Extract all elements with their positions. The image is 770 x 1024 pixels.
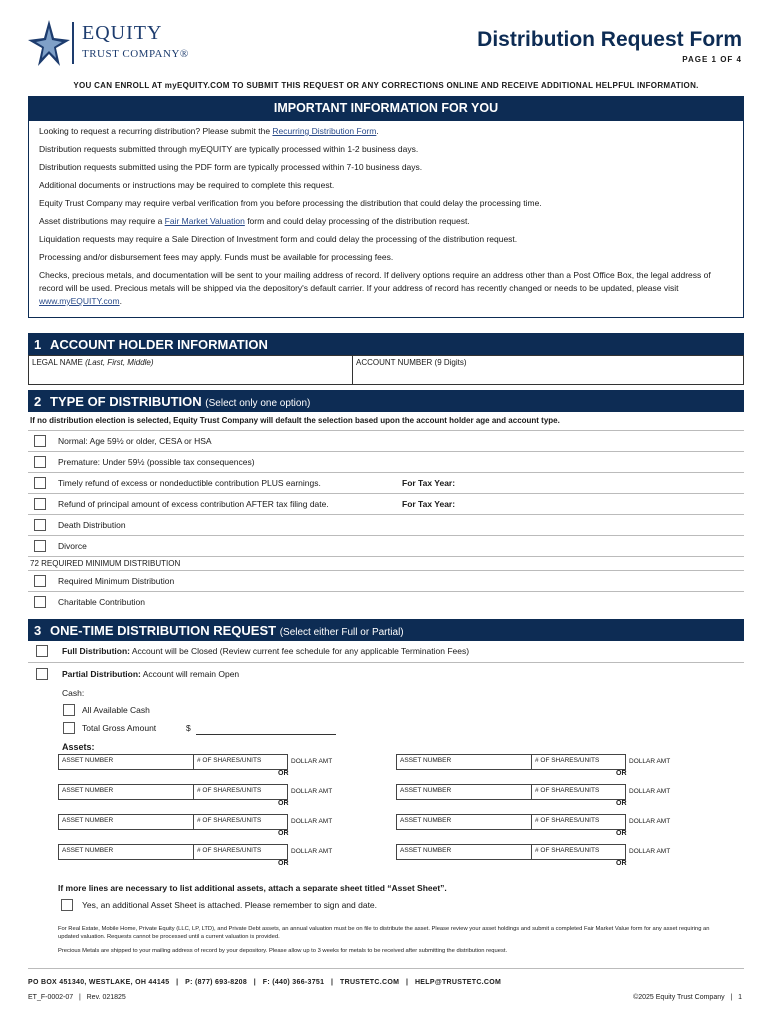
asset-row [396,814,736,844]
asset-number-field[interactable]: ASSET NUMBER [396,784,532,800]
section-number: 3 [34,623,42,638]
asset-number-field[interactable]: ASSET NUMBER [58,784,194,800]
important-info-title: IMPORTANT INFORMATION FOR YOU [273,101,499,115]
enroll-note: YOU CAN ENROLL AT myEQUITY.COM TO SUBMIT THIS REQUEST OR ANY CORRECTIONS ONLINE AND RECEIVE ADDITIONAL HELPFUL INFORMATION. [73,81,699,90]
or-label: OR [278,800,289,807]
logo [26,18,206,68]
assets-label: Assets: [62,742,95,752]
tax-year-label: For Tax Year: [402,478,456,488]
dollar-sign: $ [186,723,191,733]
section-number: 2 [34,394,42,409]
legal-name-field[interactable]: LEGAL NAME (Last, First, Middle) [28,355,352,385]
asset-number-field[interactable]: ASSET NUMBER [396,754,532,770]
or-label: OR [278,770,289,777]
tax-year-label: For Tax Year: [402,499,456,509]
option-death[interactable]: Death Distribution [28,515,744,536]
section-title: ACCOUNT HOLDER INFORMATION [50,337,268,352]
metals-fine-print: Precious Metals are shipped to your mailing address of record by your depository. Please allow up to 3 weeks for metals to be received after submitting the distribution request. [58,948,508,954]
gross-amount-label: Total Gross Amount [82,723,157,733]
dollar-amount-field[interactable]: DOLLAR AMT [291,848,333,855]
asset-row [58,784,398,814]
info-mailing: Checks, precious metals, and documentation will be sent to your mailing address of record. If delivery options require an address other than a Post Office Box, the legal address of record will be used. Precious metals will be shipped via the depository's default carrier. If your address of record has recently changed or needs to be updated, please visit www.myEQUITY.com. [39,270,711,306]
important-info-box [28,120,744,318]
or-label: OR [278,860,289,867]
dollar-amount-field[interactable]: DOLLAR AMT [291,788,333,795]
dollar-amount-field[interactable]: DOLLAR AMT [291,758,333,765]
checkbox[interactable] [34,477,46,489]
option-normal[interactable]: Normal: Age 59½ or older, CESA or HSA [28,431,744,452]
asset-row [396,754,736,784]
or-label: OR [278,830,289,837]
or-label: OR [616,800,627,807]
asset-number-field[interactable]: ASSET NUMBER [58,814,194,830]
shares-units-field[interactable]: # OF SHARES/UNITS [532,784,626,800]
asset-row [396,784,736,814]
checkbox[interactable] [36,645,48,657]
option-rmd[interactable]: Required Minimum Distribution [28,571,744,592]
option-charitable[interactable]: Charitable Contribution [28,592,744,613]
dollar-amount-field[interactable]: DOLLAR AMT [291,818,333,825]
shares-units-field[interactable]: # OF SHARES/UNITS [532,814,626,830]
all-cash-checkbox[interactable] [63,704,75,716]
info-fees: Processing and/or disbursement fees may apply. Funds must be available for processing fees. [39,252,394,262]
all-cash-label: All Available Cash [82,705,150,715]
or-label: OR [616,770,627,777]
logo-wordmark: EQUITY [82,22,163,44]
fair-market-valuation-link[interactable]: Fair Market Valuation [164,216,245,226]
section-3-header [28,619,744,641]
footer-copyright: ©2025 Equity Trust Company | 1 [633,994,742,1001]
recurring-distribution-link[interactable]: Recurring Distribution Form [272,126,377,136]
asset-number-field[interactable]: ASSET NUMBER [58,844,194,860]
asset-row [58,754,398,784]
info-liquidation: Liquidation requests may require a Sale Direction of Investment form and could delay the processing of the distribution request. [39,234,518,244]
asset-row [58,844,398,874]
cash-label: Cash: [62,688,85,698]
dollar-amount-field[interactable]: DOLLAR AMT [629,788,671,795]
shares-units-field[interactable]: # OF SHARES/UNITS [194,754,288,770]
asset-number-field[interactable]: ASSET NUMBER [58,754,194,770]
section-2-header [28,390,744,412]
asset-number-field[interactable]: ASSET NUMBER [396,814,532,830]
section-number: 1 [34,337,42,352]
asset-sheet-label: Yes, an additional Asset Sheet is attached. Please remember to sign and date. [82,900,378,910]
checkbox[interactable] [36,668,48,680]
account-number-field[interactable]: ACCOUNT NUMBER (9 Digits) [352,355,744,385]
shares-units-field[interactable]: # OF SHARES/UNITS [194,844,288,860]
dollar-amount-field[interactable]: DOLLAR AMT [629,758,671,765]
valuation-fine-print: For Real Estate, Mobile Home, Private Equity (LLC, LP, LTD), and Private Debt assets, an annual valuation must be on file to distribute the asset. Please review your asset holdings and submit a completed Fair Market Value form for any asset requiring an updated valuation. Requests cannot be processed until a current valuation is provided. [58,926,710,940]
page-number: PAGE 1 OF 4 [682,55,742,64]
shares-units-field[interactable]: # OF SHARES/UNITS [194,814,288,830]
option-timely-refund[interactable]: Timely refund of excess or nondeductible contribution PLUS earnings. For Tax Year: [28,473,744,494]
star-logo-icon [26,18,72,68]
footer-form-id: ET_F-0002-07 | Rev. 021825 [28,994,126,1001]
checkbox[interactable] [34,575,46,587]
important-info-header [28,96,744,120]
option-refund-principal[interactable]: Refund of principal amount of excess contribution AFTER tax filing date. For Tax Year: [28,494,744,515]
shares-units-field[interactable]: # OF SHARES/UNITS [194,784,288,800]
option-divorce[interactable]: Divorce [28,536,744,557]
more-lines-note: If more lines are necessary to list additional assets, attach a separate sheet titled “Asset Sheet”. [58,883,447,893]
info-recurring: Looking to request a recurring distribution? Please submit the Recurring Distribution Form. [39,126,379,136]
option-partial-distribution[interactable]: Partial Distribution: Account will remain Open [28,664,744,686]
logo-subtitle: TRUST COMPANY® [82,48,189,60]
shares-units-field[interactable]: # OF SHARES/UNITS [532,754,626,770]
section-title: TYPE OF DISTRIBUTION (Select only one option) [50,394,311,409]
gross-amount-input[interactable] [196,734,336,735]
myequity-link[interactable]: www.myEQUITY.com [39,296,120,306]
footer-contact: PO BOX 451340, WESTLAKE, OH 44145 | P: (877) 693-8208 | F: (440) 366-3751 | TRUSTETC.COM | HELP@TRUSTETC.COM [28,979,502,986]
dollar-amount-field[interactable]: DOLLAR AMT [629,818,671,825]
info-additional-docs: Additional documents or instructions may be required to complete this request. [39,180,335,190]
rmd-header: 72 REQUIRED MINIMUM DISTRIBUTION [28,557,744,571]
checkbox[interactable] [34,435,46,447]
asset-number-field[interactable]: ASSET NUMBER [396,844,532,860]
asset-sheet-checkbox[interactable] [61,899,73,911]
gross-amount-checkbox[interactable] [63,722,75,734]
info-verbal-verification: Equity Trust Company may require verbal verification from you before processing the distribution that could delay the processing time. [39,198,542,208]
distribution-note: If no distribution election is selected, Equity Trust Company will default the selection based upon the account holder age and account type. [30,416,560,425]
checkbox[interactable] [34,519,46,531]
checkbox[interactable] [34,498,46,510]
or-label: OR [616,860,627,867]
shares-units-field[interactable]: # OF SHARES/UNITS [532,844,626,860]
section-title: ONE-TIME DISTRIBUTION REQUEST (Select either Full or Partial) [50,623,404,638]
section-1-header [28,333,744,355]
option-full-distribution[interactable]: Full Distribution: Account will be Closed (Review current fee schedule for any applicable Termination Fees) [28,641,744,663]
checkbox[interactable] [34,596,46,608]
or-label: OR [616,830,627,837]
asset-row [58,814,398,844]
option-premature[interactable]: Premature: Under 59½ (possible tax consequences) [28,452,744,473]
dollar-amount-field[interactable]: DOLLAR AMT [629,848,671,855]
info-myequity-timing: Distribution requests submitted through myEQUITY are typically processed within 1-2 business days. [39,144,419,154]
page-title: Distribution Request Form [477,28,742,51]
checkbox[interactable] [34,456,46,468]
info-asset-fmv: Asset distributions may require a Fair Market Valuation form and could delay processing of the distribution request. [39,216,470,226]
checkbox[interactable] [34,540,46,552]
info-pdf-timing: Distribution requests submitted using the PDF form are typically processed within 7-10 business days. [39,162,423,172]
asset-row [396,844,736,874]
